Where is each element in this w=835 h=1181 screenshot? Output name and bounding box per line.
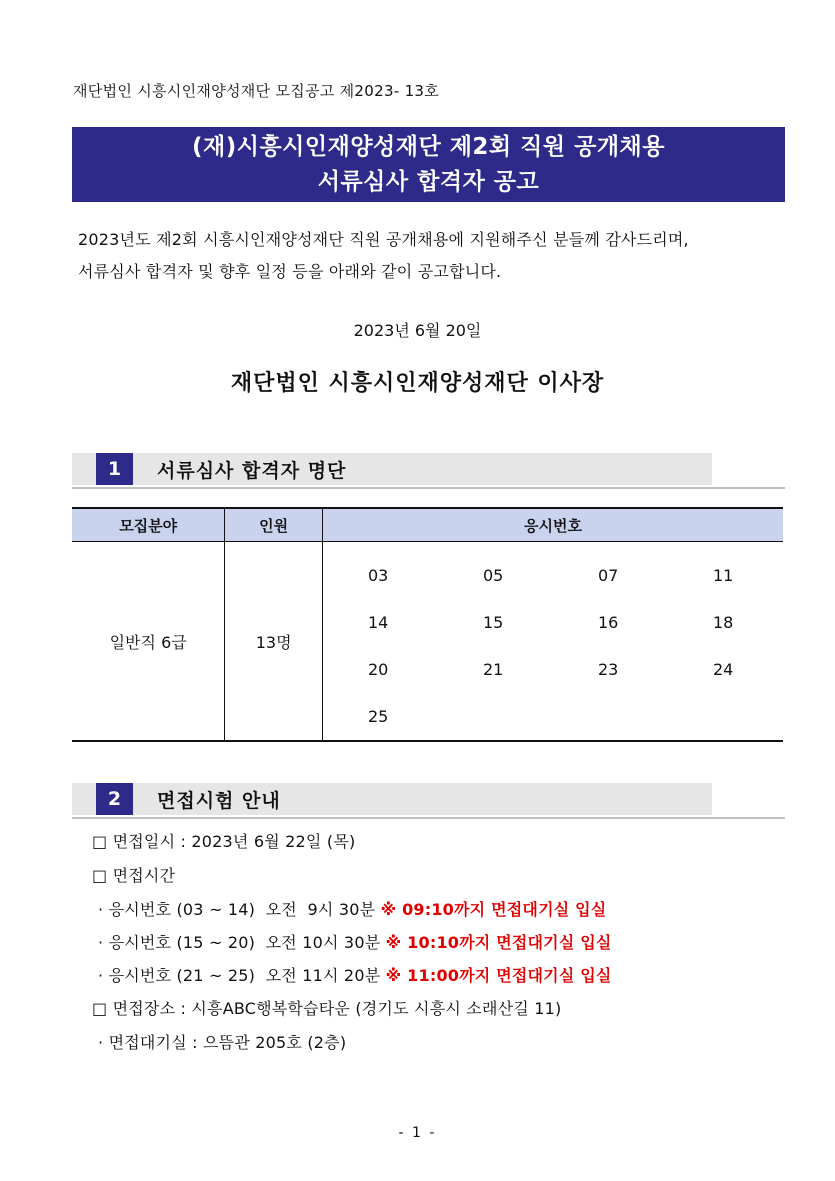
cell-field: 일반직 6급 — [72, 542, 225, 742]
slot-label: · 응시번호 (21 ~ 25) 오전 11시 20분 — [98, 966, 381, 985]
section-number: 2 — [96, 783, 133, 815]
title-banner — [72, 127, 785, 202]
applicant-number: 15 — [483, 613, 504, 632]
intro-paragraph — [78, 224, 689, 288]
time-slot-2 — [98, 930, 612, 953]
interview-place: □ 면접장소 : 시흥ABC행복학습타운 (경기도 시흥시 소래산길 11) — [92, 999, 562, 1018]
slot-label: · 응시번호 (15 ~ 20) 오전 10시 30분 — [98, 933, 381, 952]
waiting-room: · 면접대기실 : 으뜸관 205호 (2층) — [98, 1033, 347, 1052]
title-line-2: 서류심사 합격자 공고 — [317, 168, 540, 195]
intro-line-1: 2023년도 제2회 시흥시인재양성재단 직원 공개채용에 지원해주신 분들께 감사드리며, — [78, 230, 689, 249]
col-header-count: 인원 — [225, 508, 323, 542]
cell-count: 13명 — [225, 542, 323, 742]
time-slot-3 — [98, 963, 612, 986]
section-title: 면접시험 안내 — [157, 790, 281, 812]
document-number: 재단법인 시흥시인재양성재단 모집공고 제2023- 13호 — [73, 82, 440, 100]
applicant-number: 05 — [483, 566, 504, 585]
interview-date: □ 면접일시 : 2023년 6월 22일 (목) — [92, 832, 356, 851]
section-1-heading — [72, 453, 785, 489]
passers-table — [72, 507, 783, 742]
applicant-number: 18 — [713, 613, 734, 632]
section-2-heading — [72, 783, 785, 819]
applicant-number: 21 — [483, 660, 504, 679]
slot-note: ※ 11:00까지 면접대기실 입실 — [385, 966, 612, 985]
slot-note: ※ 09:10까지 면접대기실 입실 — [380, 900, 607, 919]
applicant-number: 23 — [598, 660, 619, 679]
slot-note: ※ 10:10까지 면접대기실 입실 — [385, 933, 612, 952]
title-line-1: (재)시흥시인재양성재단 제2회 직원 공개채용 — [192, 133, 665, 160]
applicant-number: 25 — [368, 707, 389, 726]
applicant-number: 11 — [713, 566, 734, 585]
col-header-field: 모집분야 — [72, 508, 225, 542]
applicant-number: 07 — [598, 566, 619, 585]
slot-label: · 응시번호 (03 ~ 14) 오전 9시 30분 — [98, 900, 376, 919]
page-number: - 1 - — [398, 1125, 437, 1141]
signer: 재단법인 시흥시인재양성재단 이사장 — [230, 371, 605, 396]
announcement-date: 2023년 6월 20일 — [353, 321, 482, 340]
table-row — [72, 542, 783, 742]
applicant-number: 16 — [598, 613, 619, 632]
applicant-number: 20 — [368, 660, 389, 679]
cell-numbers — [323, 542, 784, 742]
col-header-numbers: 응시번호 — [323, 508, 784, 542]
applicant-number: 14 — [368, 613, 389, 632]
time-slot-1 — [98, 897, 606, 920]
intro-line-2: 서류심사 합격자 및 향후 일정 등을 아래와 같이 공고합니다. — [78, 262, 502, 281]
interview-time-heading: □ 면접시간 — [92, 866, 176, 885]
applicant-number: 24 — [713, 660, 734, 679]
applicant-number: 03 — [368, 566, 389, 585]
section-title: 서류심사 합격자 명단 — [157, 460, 347, 482]
section-number: 1 — [96, 453, 133, 485]
